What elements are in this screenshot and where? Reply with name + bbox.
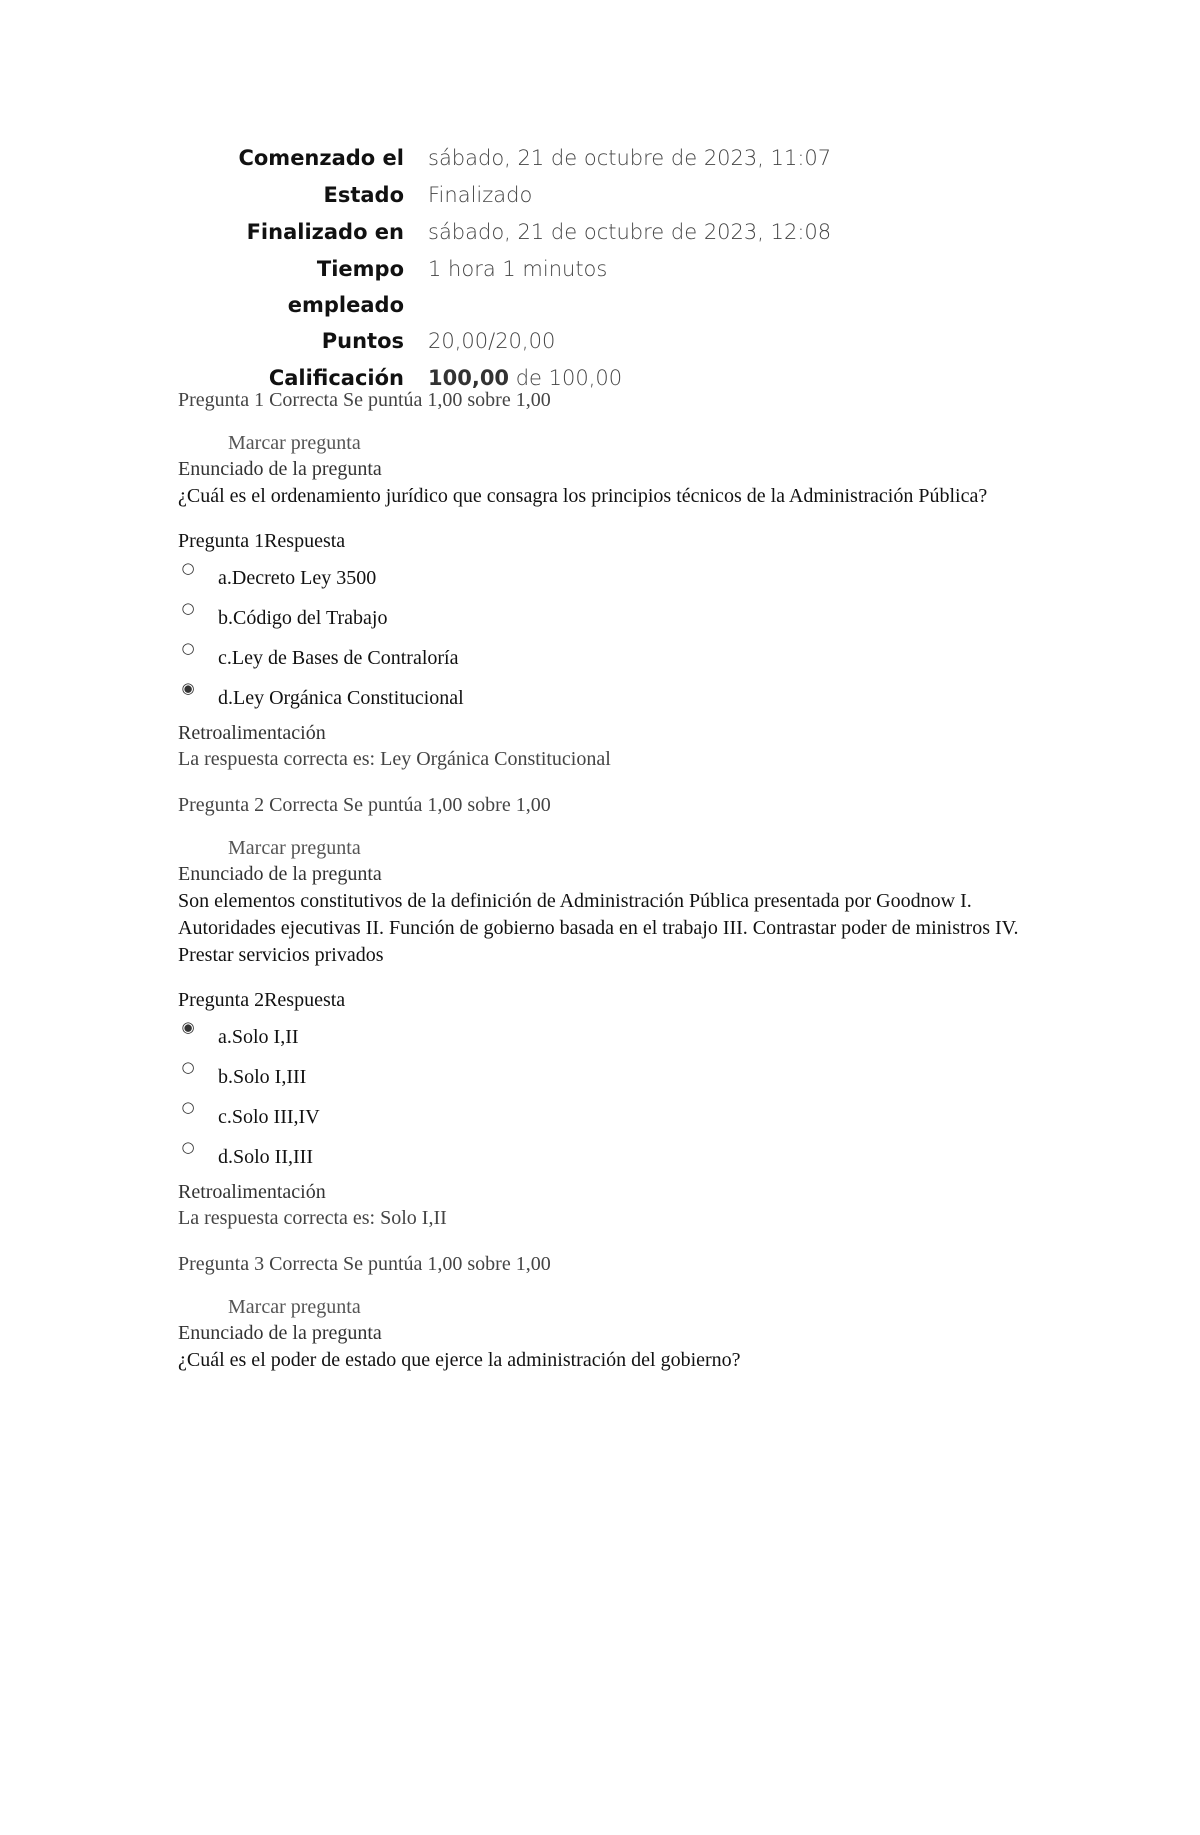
feedback-title: Retroalimentación [178,722,326,744]
question-info: Pregunta 3 Correcta Se puntúa 1,00 sobre 1,00 [178,1253,551,1275]
answer-option-label: a.Decreto Ley 3500 [218,567,377,589]
answer-option[interactable] [178,1019,1058,1059]
answer-option[interactable] [178,560,1058,600]
grade-value: 100,00 [428,366,510,390]
radio-unselected-icon[interactable]: ○ [181,559,195,577]
answer-options [178,1019,1058,1179]
summary-row-time [178,251,898,323]
question-text: ¿Cuál es el ordenamiento jurídico que consagra los principios técnicos de la Administración Pública? [178,485,988,507]
response-title: Pregunta 1Respuesta [178,530,346,552]
finished-label: Finalizado en [246,220,404,244]
radio-selected-icon[interactable]: ◉ [181,1018,195,1036]
question-text: Son elementos constitutivos de la definición de Administración Pública presentada por Goodnow I. Autoridades ejecutivas II. Función de gobierno basada en el trabajo III. Contrastar poder de ministros IV. Prestar servicios privados [178,890,1019,966]
grade-label: Calificación [268,366,404,390]
radio-selected-icon[interactable]: ◉ [181,679,195,697]
attempt-summary [178,140,898,397]
time-value: 1 hora 1 minutos [428,257,608,281]
grade-suffix: de 100,00 [509,366,623,390]
started-label: Comenzado el [238,146,404,170]
question-stem-title: Enunciado de la pregunta [178,863,382,885]
started-value: sábado, 21 de octubre de 2023, 11:07 [428,146,832,170]
state-value: Finalizado [428,183,533,207]
answer-option-label: c.Solo III,IV [218,1106,320,1128]
answer-option-label: d.Ley Orgánica Constitucional [218,687,464,709]
question-list [178,386,1058,1392]
summary-row-started [178,140,898,177]
radio-unselected-icon[interactable]: ○ [181,1098,195,1116]
answer-option[interactable] [178,1059,1058,1099]
question-stem-title: Enunciado de la pregunta [178,1322,382,1344]
radio-unselected-icon[interactable]: ○ [181,1138,195,1156]
time-label-line-2: empleado [287,293,404,317]
response-title: Pregunta 2Respuesta [178,989,346,1011]
radio-unselected-icon[interactable]: ○ [181,639,195,657]
feedback-text: La respuesta correcta es: Ley Orgánica Constitucional [178,748,611,770]
answer-option[interactable] [178,1099,1058,1139]
points-value: 20,00/20,00 [428,329,556,353]
summary-row-state [178,177,898,214]
time-label-line-1: Tiempo [316,257,404,281]
question-block [178,1250,1058,1374]
answer-option-label: b.Solo I,III [218,1066,307,1088]
answer-option-label: c.Ley de Bases de Contraloría [218,647,459,669]
question-text: ¿Cuál es el poder de estado que ejerce la administración del gobierno? [178,1349,741,1371]
flag-question-link[interactable]: Marcar pregunta [228,432,361,454]
question-info: Pregunta 1 Correcta Se puntúa 1,00 sobre 1,00 [178,389,551,411]
feedback-title: Retroalimentación [178,1181,326,1203]
answer-options [178,560,1058,720]
question-block [178,386,1058,773]
time-label [178,251,404,323]
answer-option[interactable] [178,680,1058,720]
question-info: Pregunta 2 Correcta Se puntúa 1,00 sobre 1,00 [178,794,551,816]
summary-row-points [178,323,898,360]
flag-question-link[interactable]: Marcar pregunta [228,1296,361,1318]
answer-option[interactable] [178,640,1058,680]
summary-row-finished [178,214,898,251]
answer-option[interactable] [178,1139,1058,1179]
radio-unselected-icon[interactable]: ○ [181,599,195,617]
answer-option-label: a.Solo I,II [218,1026,299,1048]
radio-unselected-icon[interactable]: ○ [181,1058,195,1076]
finished-value: sábado, 21 de octubre de 2023, 12:08 [428,220,832,244]
feedback-text: La respuesta correcta es: Solo I,II [178,1207,447,1229]
answer-option-label: b.Código del Trabajo [218,607,388,629]
flag-question-link[interactable]: Marcar pregunta [228,837,361,859]
points-label: Puntos [321,329,404,353]
answer-option-label: d.Solo II,III [218,1146,313,1168]
question-stem-title: Enunciado de la pregunta [178,458,382,480]
state-label: Estado [323,183,404,207]
question-block [178,791,1058,1232]
answer-option[interactable] [178,600,1058,640]
